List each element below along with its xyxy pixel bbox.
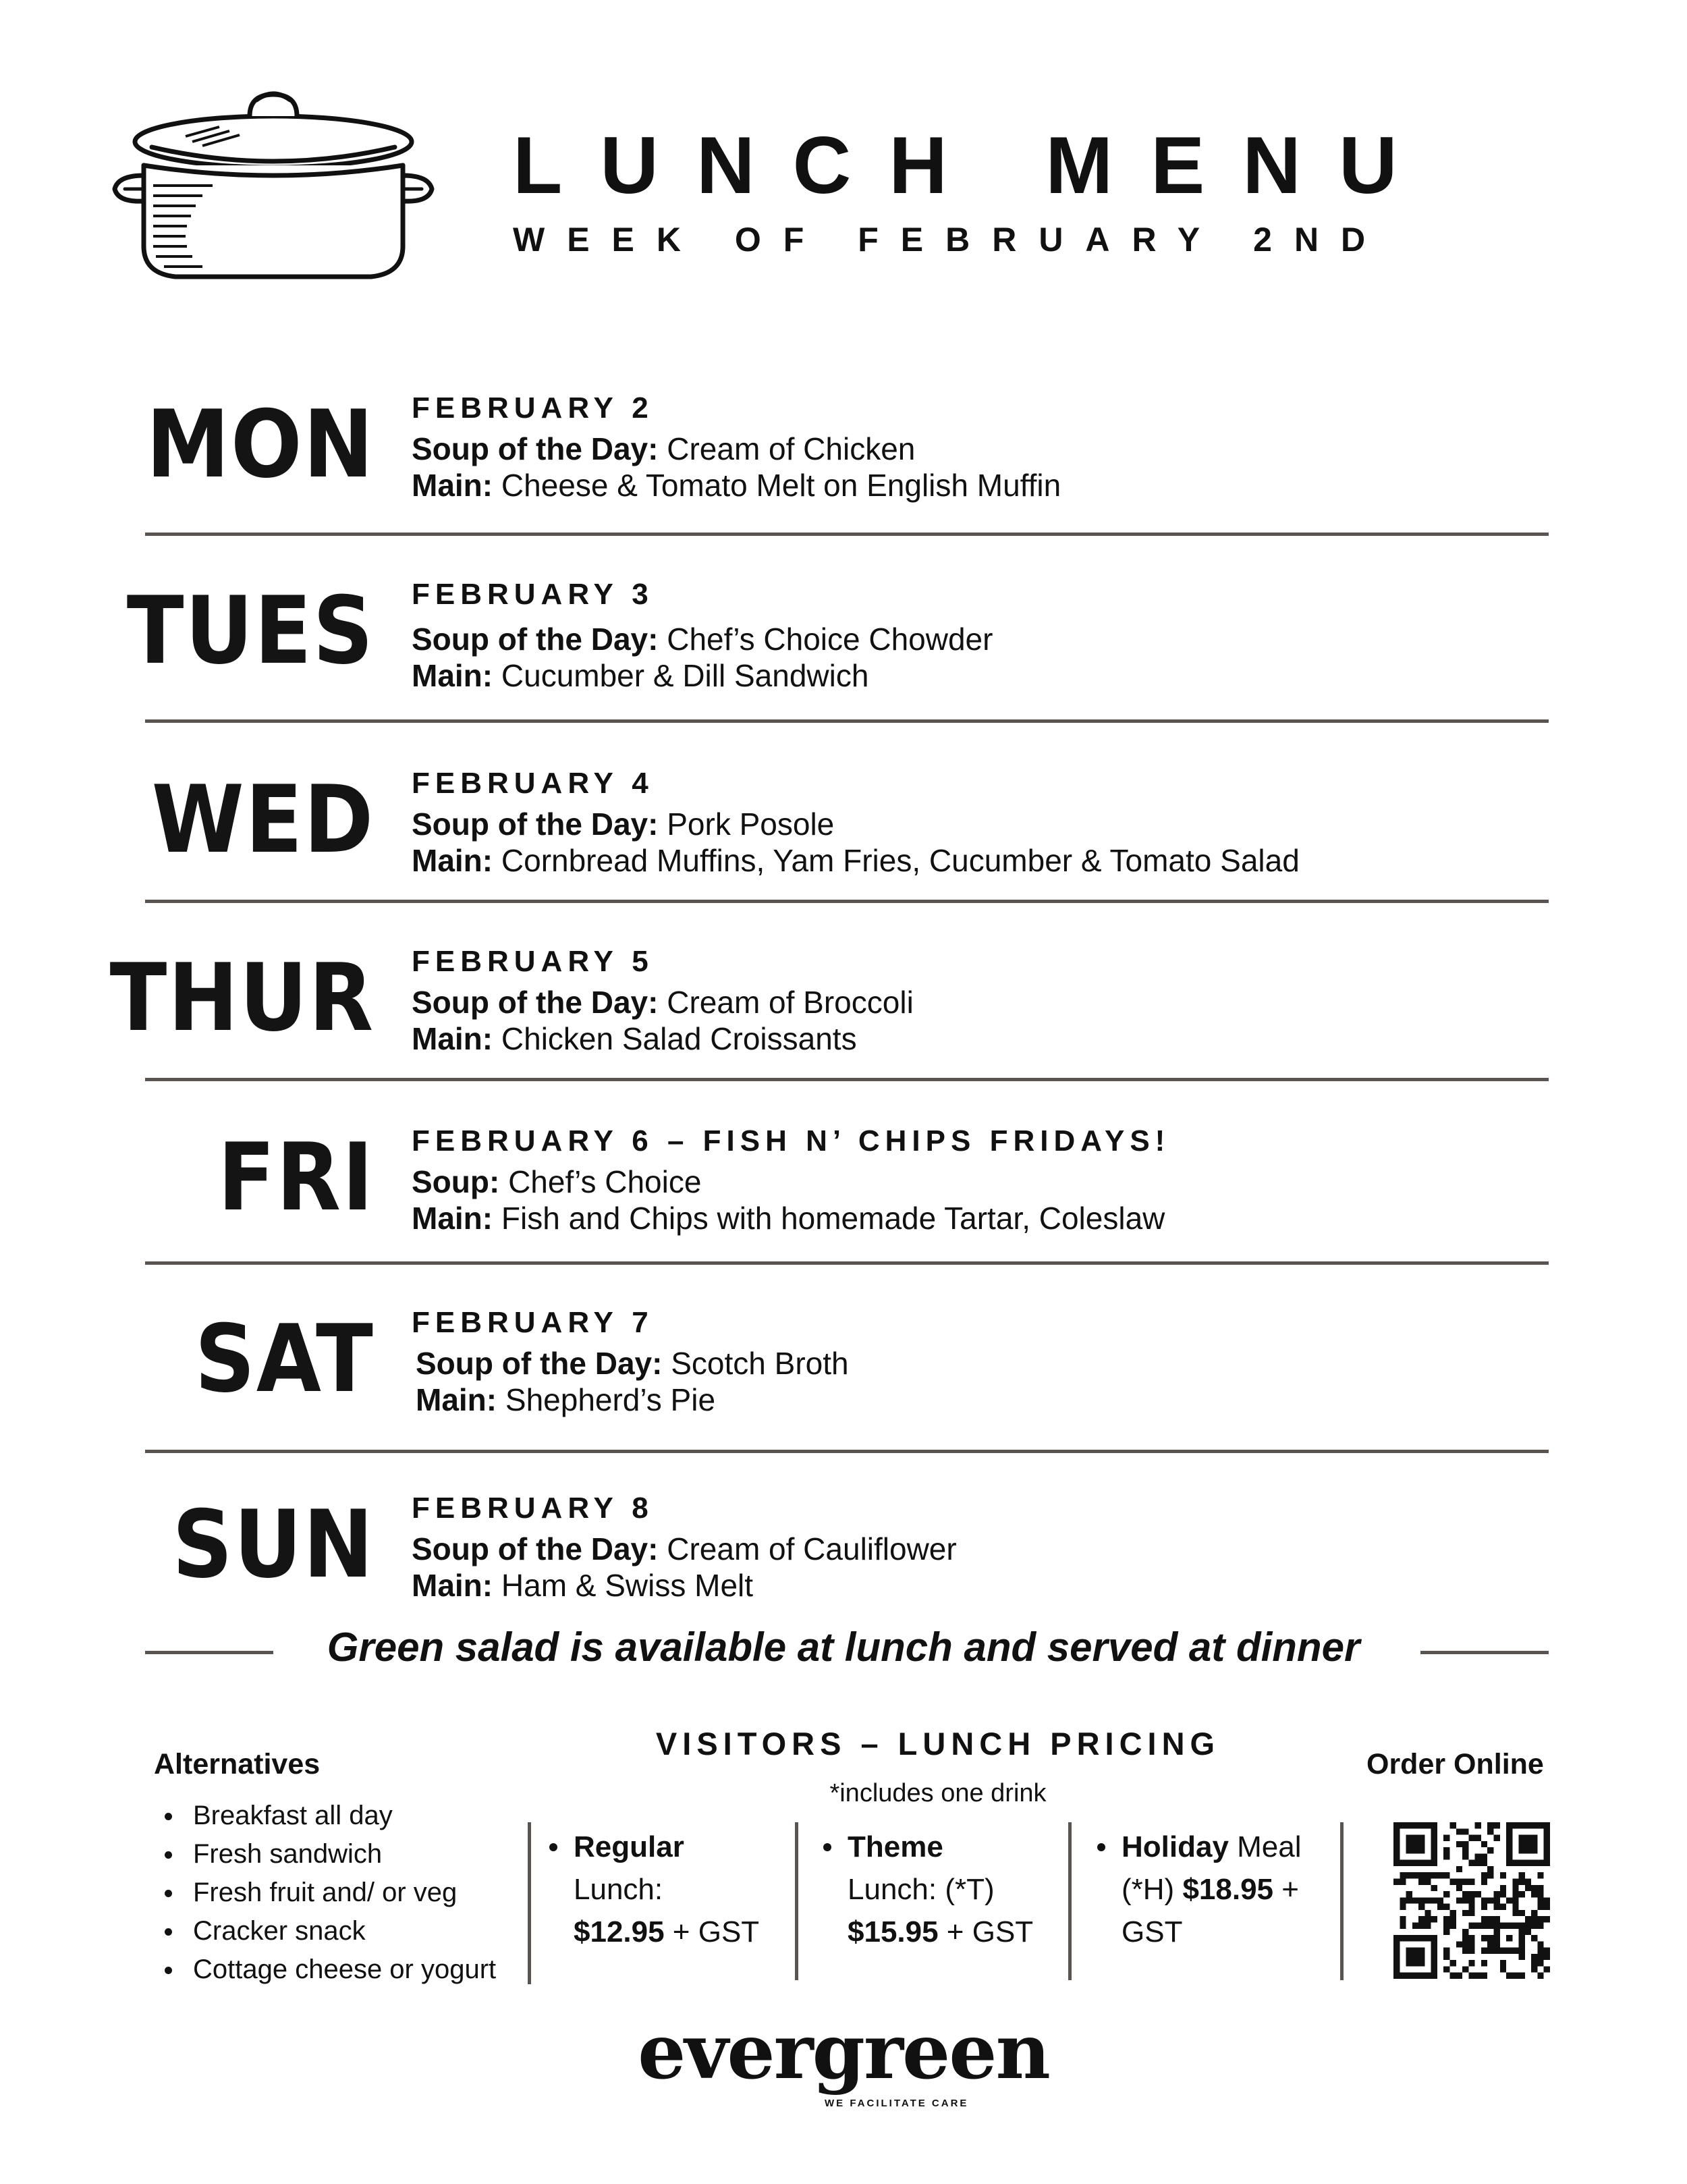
vertical-divider [1068,1822,1072,1980]
price-theme [814,1826,1033,1953]
bullet-icon [549,1843,557,1851]
day-date: FEBRUARY 8 [412,1492,654,1525]
day-date: FEBRUARY 2 [412,391,654,425]
soup-line [412,432,915,466]
cooking-pot-icon [111,74,435,283]
price-line: Lunch: (*T) [848,1873,995,1906]
main-label: Main: [412,468,493,503]
list-item: Cracker snack [154,1912,496,1950]
soup-line [416,1346,849,1381]
visitors-pricing-note: *includes one drink [829,1779,1047,1807]
day-row-tuesday [0,578,1687,760]
note-rule-right [1420,1651,1549,1654]
alternatives-title: Alternatives [154,1748,321,1780]
list-item: Fresh sandwich [154,1835,496,1874]
divider [145,1450,1549,1453]
logo-tagline: WE FACILITATE CARE [825,2098,969,2109]
main-line [416,1383,715,1417]
list-item: Breakfast all day [154,1797,496,1835]
day-date: FEBRUARY 6 – FISH N’ CHIPS FRIDAYS! [412,1124,1171,1157]
soup-value: Cream of Chicken [658,431,916,466]
main-line [412,1022,857,1056]
list-item: Fresh fruit and/ or veg [154,1874,496,1912]
soup-value: Scotch Broth [662,1346,849,1381]
main-label: Main: [416,1382,497,1417]
price-value: $12.95 [574,1915,665,1948]
day-row-friday [0,1124,1687,1307]
main-label: Main: [412,1201,493,1236]
main-value: Shepherd’s Pie [497,1382,716,1417]
price-name: Holiday [1122,1830,1229,1863]
qr-code-icon[interactable] [1393,1822,1550,1979]
soup-label: Soup of the Day: [412,807,659,842]
soup-value: Cream of Cauliflower [658,1531,957,1566]
main-line [412,468,1061,503]
price-value: $18.95 [1182,1873,1274,1906]
main-label: Main: [412,1568,493,1603]
main-value: Cucumber & Dill Sandwich [493,658,869,693]
price-name: Regular [574,1830,684,1863]
order-online-title: Order Online [1366,1748,1544,1780]
day-name: WED [151,765,375,874]
divider [145,900,1549,903]
price-code: (*H) [1122,1873,1183,1906]
day-name: FRI [217,1123,375,1232]
soup-value: Chef’s Choice [499,1164,702,1199]
soup-line [412,622,993,657]
salad-note: Green salad is available at lunch and served at dinner [327,1625,1360,1670]
day-date: FEBRUARY 4 [412,767,654,800]
day-row-monday [0,391,1687,574]
soup-label: Soup: [412,1164,500,1199]
day-date: FEBRUARY 7 [412,1306,654,1339]
divider [145,533,1549,536]
soup-label: Soup of the Day: [412,431,659,466]
list-item: Cottage cheese or yogurt [154,1950,496,1989]
day-row-wednesday [0,767,1687,949]
day-name: THUR [109,944,375,1052]
main-line [412,659,868,693]
price-line [1122,1826,1302,1868]
price-suffix: + [1273,1873,1299,1906]
price-suffix: + GST [938,1915,1034,1948]
visitors-pricing-title: VISITORS – LUNCH PRICING [655,1726,1221,1762]
soup-line [412,807,834,842]
page-title: LUNCH MENU [513,120,1435,211]
price-line: GST [1122,1915,1183,1948]
main-label: Main: [412,1021,493,1056]
evergreen-logo: evergreen [638,2008,1049,2096]
price-line [1122,1868,1302,1911]
alternatives-list [154,1797,496,1989]
main-line [412,1568,753,1603]
price-value: $15.95 [848,1915,939,1948]
main-value: Cornbread Muffins, Yam Fries, Cucumber & Tomato Salad [493,843,1300,878]
day-name: SAT [194,1305,375,1413]
main-value: Ham & Swiss Melt [493,1568,754,1603]
bullet-icon [823,1843,831,1851]
main-line [412,1201,1165,1236]
price-name: Theme [848,1830,943,1863]
vertical-divider [528,1822,531,1984]
divider [145,1078,1549,1081]
soup-label: Soup of the Day: [412,622,659,657]
main-value: Chicken Salad Croissants [493,1021,857,1056]
main-line [412,844,1300,878]
main-value: Fish and Chips with homemade Tartar, Coleslaw [493,1201,1165,1236]
day-name: SUN [172,1490,375,1599]
bullet-icon [1097,1843,1105,1851]
day-name: MON [146,390,375,499]
soup-value: Chef’s Choice Chowder [658,622,993,657]
day-date: FEBRUARY 5 [412,945,654,978]
price-name-suffix: Meal [1228,1830,1302,1863]
price-regular [540,1826,759,1953]
soup-value: Cream of Broccoli [658,985,914,1020]
day-name: TUES [126,576,375,685]
main-value: Cheese & Tomato Melt on English Muffin [493,468,1061,503]
soup-line [412,1532,957,1566]
main-label: Main: [412,843,493,878]
price-line: Lunch: [574,1873,663,1906]
soup-value: Pork Posole [658,807,835,842]
price-holiday [1088,1826,1302,1953]
price-line [574,1911,759,1953]
vertical-divider [1340,1822,1344,1980]
soup-label: Soup of the Day: [416,1346,663,1381]
soup-label: Soup of the Day: [412,985,659,1020]
day-date: FEBRUARY 3 [412,578,654,611]
price-line [848,1911,1033,1953]
divider [145,1261,1549,1265]
vertical-divider [795,1822,798,1980]
page-subtitle: WEEK OF FEBRUARY 2ND [513,221,1388,258]
day-row-thursday [0,945,1687,1127]
soup-line [412,1165,701,1199]
soup-label: Soup of the Day: [412,1531,659,1566]
day-row-saturday [0,1306,1687,1488]
main-label: Main: [412,658,493,693]
divider [145,719,1549,723]
price-suffix: + GST [664,1915,760,1948]
soup-line [412,985,914,1020]
